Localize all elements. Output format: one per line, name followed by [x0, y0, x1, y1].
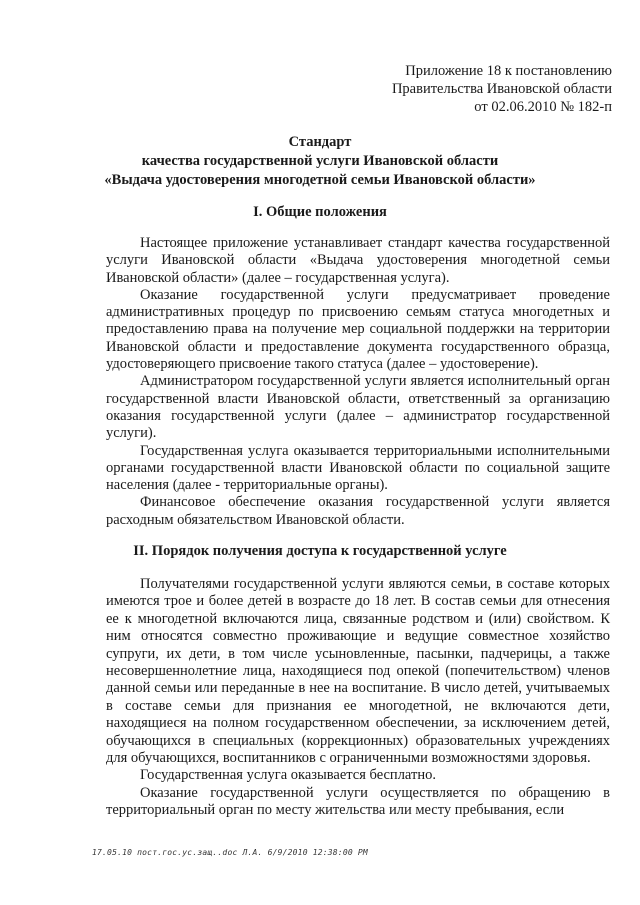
paragraph: Государственная услуга оказывается территориальными исполнительными органами государственной власти Ивановской области по социальной защите населения (далее - территориальные органы).	[106, 442, 610, 494]
paragraph: Настоящее приложение устанавливает стандарт качества государственной услуги Ивановской области «Выдача удостоверения многодетной семьи Ивановской области» (далее – государственная услуга).	[106, 235, 610, 286]
section-1-heading: I. Общие положения	[253, 204, 387, 220]
title-line-1: Стандарт	[288, 134, 352, 150]
title-line-3: «Выдача удостоверения многодетной семьи Ивановской области»	[104, 172, 536, 188]
paragraph: Оказание государственной услуги предусматривает проведение административных процедур по присвоению семьям статуса многодетных и предоставлению права на получение мер социальной поддержки на территории Ивановской области и предоставление документа государственного образца, удостоверяющего присвоение такого статуса (далее – удостоверение).	[106, 286, 610, 373]
paragraph: Государственная услуга оказывается бесплатно.	[140, 767, 436, 784]
footer-file-info: 17.05.10 пост.гос.ус.защ..doc Л.А. 6/9/2010 12:38:00 PM	[92, 848, 368, 857]
paragraph: Администратором государственной услуги является исполнительный орган государственной власти Ивановской области, ответственный за организацию оказания государственной услуги (далее – администратор государственной услуги).	[106, 373, 610, 442]
header-line-2: Правительства Ивановской области	[391, 81, 612, 97]
section-1-body	[106, 235, 610, 529]
header-line-3: от 02.06.2010 № 182-п	[474, 99, 612, 115]
document-header	[392, 62, 612, 116]
document-title	[0, 133, 640, 190]
header-line-1: Приложение 18 к постановлению	[405, 63, 612, 79]
section-2-body	[106, 576, 610, 820]
title-line-2: качества государственной услуги Ивановской области	[141, 153, 499, 169]
paragraph: Финансовое обеспечение оказания государственной услуги является расходным обязательством Ивановской области.	[106, 494, 610, 528]
paragraph: Получателями государственной услуги являются семьи, в составе которых имеются трое и более детей в возрасте до 18 лет. В состав семьи для отнесения ее к многодетной включаются лица, связанные родством и (или) свойством. К ним относятся совместно проживающие и ведущие совместное хозяйство супруги, их дети, в том числе усыновленные, пасынки, падчерицы, а также несовершеннолетние лица, находящиеся под опекой (попечительством) членов данной семьи или переданные в нее на воспитание. В число детей, учитываемых в составе семьи для признания ее многодетной, не включаются дети, находящиеся на полном государственном обеспечении, за исключением детей, обучающихся в специальных (коррекционных) образовательных учреждениях для обучающихся, воспитанников с ограниченными возможностями здоровья.	[106, 576, 610, 767]
paragraph: Оказание государственной услуги осуществляется по обращению в территориальный орган по месту жительства или месту пребывания, если	[106, 784, 610, 819]
section-2-heading: II. Порядок получения доступа к государственной услуге	[133, 543, 507, 559]
